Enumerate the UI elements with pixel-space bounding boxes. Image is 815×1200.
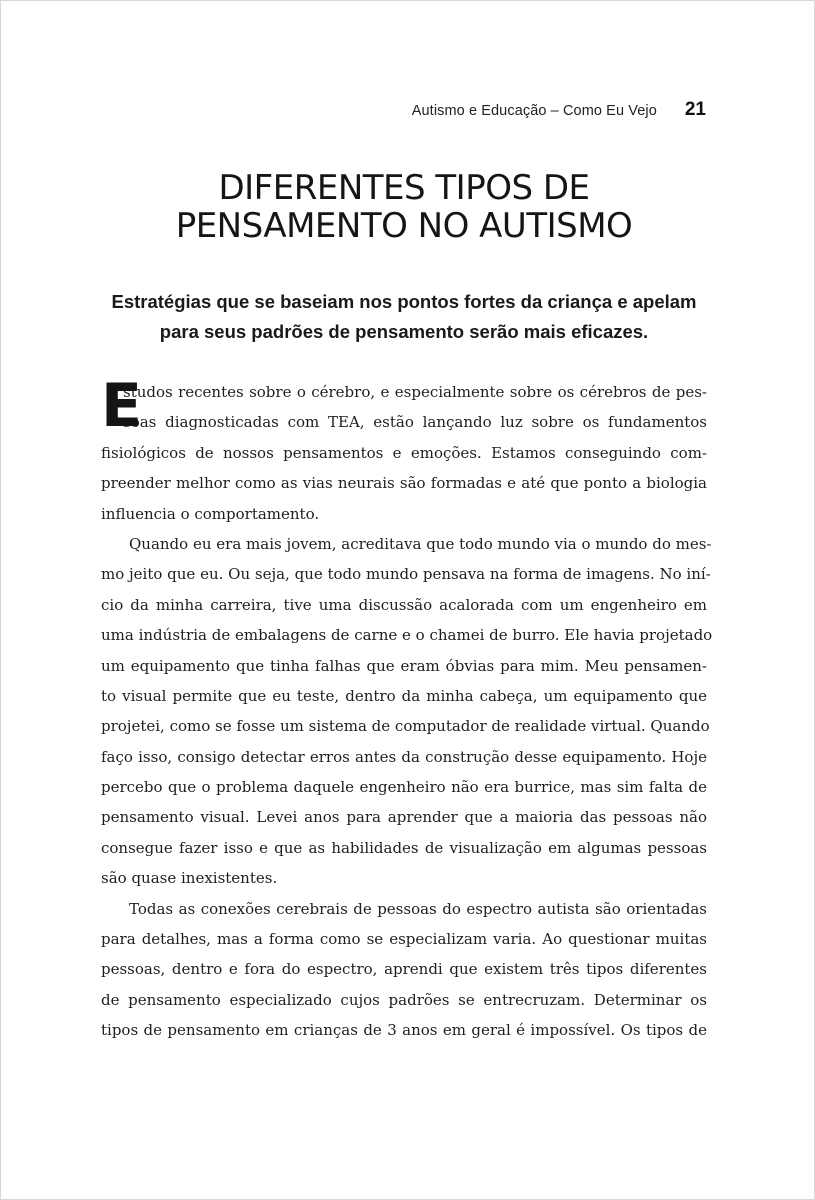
text-line: consegue fazer isso e que as habilidades de visualização em algumas pessoas [101,838,707,857]
chapter-title [101,169,707,245]
text-line: percebo que o problema daquele engenheiro não era burrice, mas sim falta de [101,778,707,797]
text-line: influencia o comportamento. [101,504,320,523]
page-number: 21 [684,99,706,120]
running-title: Autismo e Educação – Como Eu Vejo [411,103,657,119]
subtitle-line: para seus padrões de pensamento serão mais eficazes. [159,321,649,342]
subtitle-line: Estratégias que se baseiam nos pontos fortes da criança e apelam [111,291,697,312]
text-line: cio da minha carreira, tive uma discussão acalorada com um engenheiro em [101,595,707,614]
text-line: mo jeito que eu. Ou seja, que todo mundo pensava na forma de imagens. No iní- [101,565,711,584]
chapter-subtitle [101,287,707,347]
body-text [101,371,713,1046]
text-line: de pensamento especializado cujos padrões se entrecruzam. Determinar os [101,990,707,1009]
text-line: fisiológicos de nossos pensamentos e emoções. Estamos conseguindo com- [101,443,707,462]
text-line: pensamento visual. Levei anos para aprender que a maioria das pessoas não [101,808,707,827]
text-line: Quando eu era mais jovem, acreditava que todo mundo via o mundo do mes- [129,534,712,553]
chapter-title-line: PENSAMENTO NO AUTISMO [175,206,633,246]
drop-cap: E [101,371,142,441]
text-line: studos recentes sobre o cérebro, e especialmente sobre os cérebros de pes- [123,383,707,401]
text-line: preender melhor como as vias neurais são formadas e até que ponto a biologia [101,474,707,493]
paragraph-2 [101,529,713,894]
chapter-title-line: DIFERENTES TIPOS DE [218,168,590,208]
text-line: Todas as conexões cerebrais de pessoas do espectro autista são orientadas [129,899,707,918]
text-line: faço isso, consigo detectar erros antes da construção desse equipamento. Hoje [101,747,707,766]
text-line: pessoas, dentro e fora do espectro, aprendi que existem três tipos diferentes [101,960,707,979]
paragraph-1 [101,371,707,529]
text-line: para detalhes, mas a forma como se especializam varia. Ao questionar muitas [101,930,707,949]
text-line: um equipamento que tinha falhas que eram óbvias para mim. Meu pensamen- [101,656,707,675]
text-line: são quase inexistentes. [101,869,278,888]
text-line: soas diagnosticadas com TEA, estão lançando luz sobre os fundamentos [123,413,707,432]
text-line: tipos de pensamento em crianças de 3 anos em geral é impossível. Os tipos de [101,1021,707,1040]
paragraph-3 [101,894,707,1046]
running-head [412,99,706,121]
text-line: to visual permite que eu teste, dentro da minha cabeça, um equipamento que [101,686,707,705]
text-line: projetei, como se fosse um sistema de computador de realidade virtual. Quando [101,717,710,736]
text-line: uma indústria de embalagens de carne e o chamei de burro. Ele havia projetado [101,626,713,645]
